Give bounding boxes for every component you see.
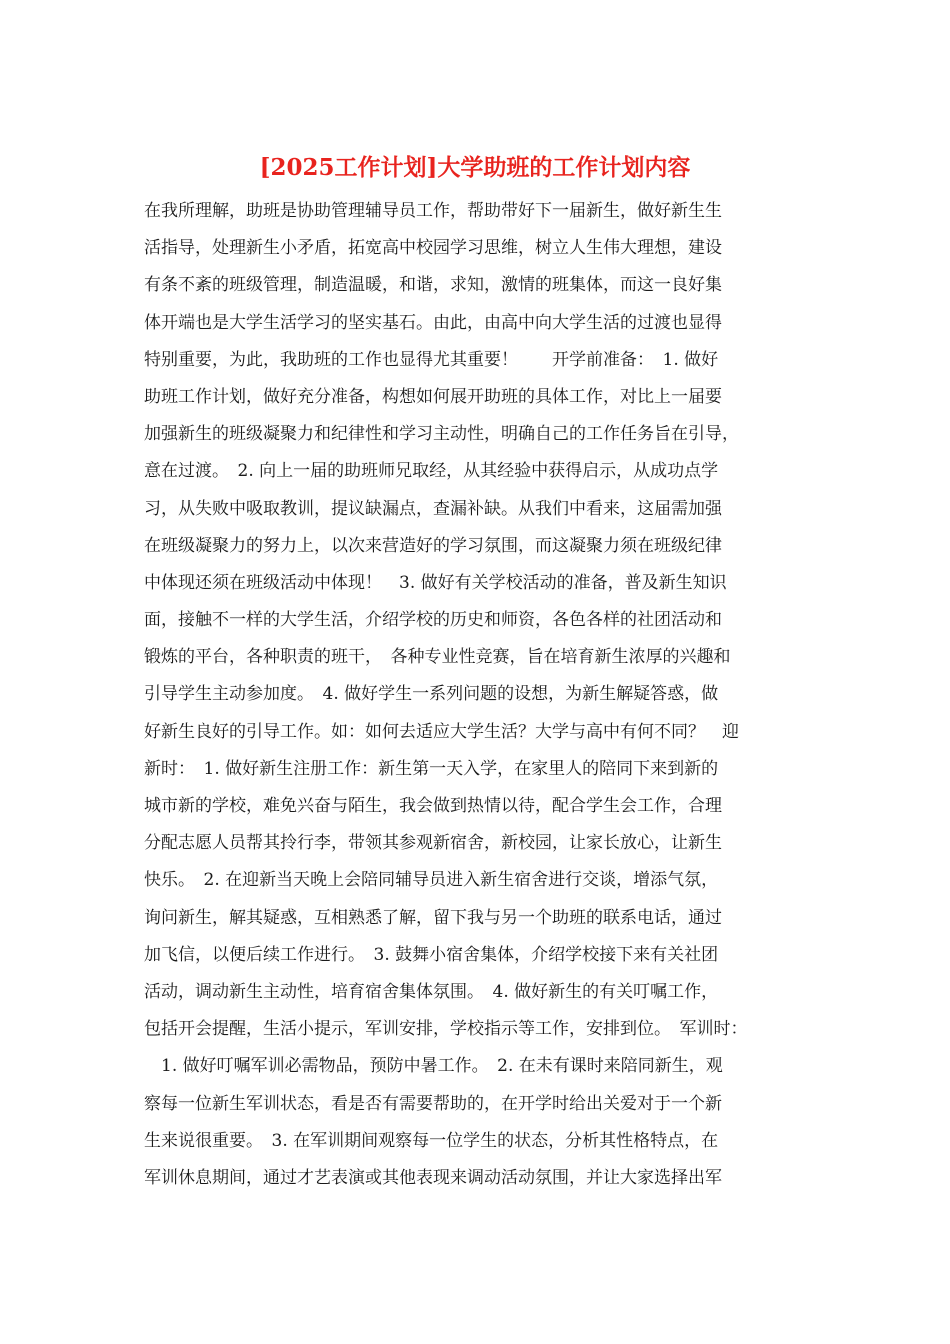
body-line: 1. 做好叮嘱军训必需物品，预防中暑工作。 2. 在未有课时来陪同新生，观: [144, 1056, 723, 1077]
body-line: 特别重要，为此，我助班的工作也显得尤其重要！ 开学前准备： 1. 做好: [144, 349, 719, 370]
body-line: 察每一位新生军训状态，看是否有需要帮助的，在开学时给出关爱对于一个新: [144, 1093, 722, 1114]
body-line: 加飞信，以便后续工作进行。 3. 鼓舞小宿舍集体，介绍学校接下来有关社团: [144, 944, 719, 965]
body-line: 习，从失败中吸取教训，提议缺漏点，查漏补缺。从我们中看来，这届需加强: [144, 498, 722, 519]
body-line: 军训休息期间，通过才艺表演或其他表现来调动活动氛围，并让大家选择出军: [144, 1167, 722, 1188]
body-line: 好新生良好的引导工作。如：如何去适应大学生活？大学与高中有何不同？ 迎: [144, 721, 739, 742]
body-line: 有条不紊的班级管理，制造温暖，和谐，求知，激情的班集体，而这一良好集: [144, 275, 722, 296]
body-line: 体开端也是大学生活学习的坚实基石。由此，由高中向大学生活的过渡也显得: [144, 312, 722, 333]
body-line: 面，接触不一样的大学生活，介绍学校的历史和师资，各色各样的社团活动和: [144, 610, 722, 631]
body-line: 包括开会提醒，生活小提示，军训安排，学校指示等工作，安排到位。 军训时：: [144, 1019, 748, 1040]
body-line: 锻炼的平台，各种职责的班干， 各种专业性竞赛，旨在培育新生浓厚的兴趣和: [144, 647, 731, 668]
body-line: 在班级凝聚力的努力上，以次来营造好的学习氛围，而这凝聚力须在班级纪律: [144, 535, 722, 556]
body-line: 生来说很重要。 3. 在军训期间观察每一位学生的状态，分析其性格特点，在: [144, 1130, 719, 1151]
body-line: 加强新生的班级凝聚力和纪律性和学习主动性，明确自己的工作任务旨在引导，: [144, 424, 739, 445]
body-line: 新时： 1. 做好新生注册工作：新生第一天入学，在家里人的陪同下来到新的: [144, 758, 719, 779]
body-line: 分配志愿人员帮其拎行李，带领其参观新宿舍，新校园，让家长放心，让新生: [144, 833, 722, 854]
body-line: 城市新的学校，难免兴奋与陌生，我会做到热情以待，配合学生会工作，合理: [144, 796, 722, 816]
body-line: 在我所理解，助班是协助管理辅导员工作，帮助带好下一届新生，做好新生生: [144, 201, 722, 221]
body-line: 助班工作计划，做好充分准备，构想如何展开助班的具体工作，对比上一届要: [144, 386, 722, 407]
body-line: 引导学生主动参加度。 4. 做好学生一系列问题的设想，为新生解疑答惑，做: [144, 684, 719, 705]
body-line: 意在过渡。 2. 向上一届的助班师兄取经，从其经验中获得启示，从成功点学: [144, 461, 719, 482]
body-line: 快乐。 2. 在迎新当天晚上会陪同辅导员进入新生宿舍进行交谈，增添气氛，: [144, 870, 719, 891]
body-line: 询问新生，解其疑惑，互相熟悉了解，留下我与另一个助班的联系电话，通过: [144, 907, 722, 928]
document-body: [144, 193, 834, 1197]
body-line: 活动，调动新生主动性，培育宿舍集体氛围。 4. 做好新生的有关叮嘱工作，: [144, 981, 719, 1002]
document-title: [2025工作计划]大学助班的工作计划内容: [259, 154, 691, 181]
body-line: 活指导，处理新生小矛盾，拓宽高中校园学习思维，树立人生伟大理想，建设: [144, 238, 722, 259]
body-line: 中体现还须在班级活动中体现！ 3. 做好有关学校活动的准备，普及新生知识: [144, 572, 727, 593]
